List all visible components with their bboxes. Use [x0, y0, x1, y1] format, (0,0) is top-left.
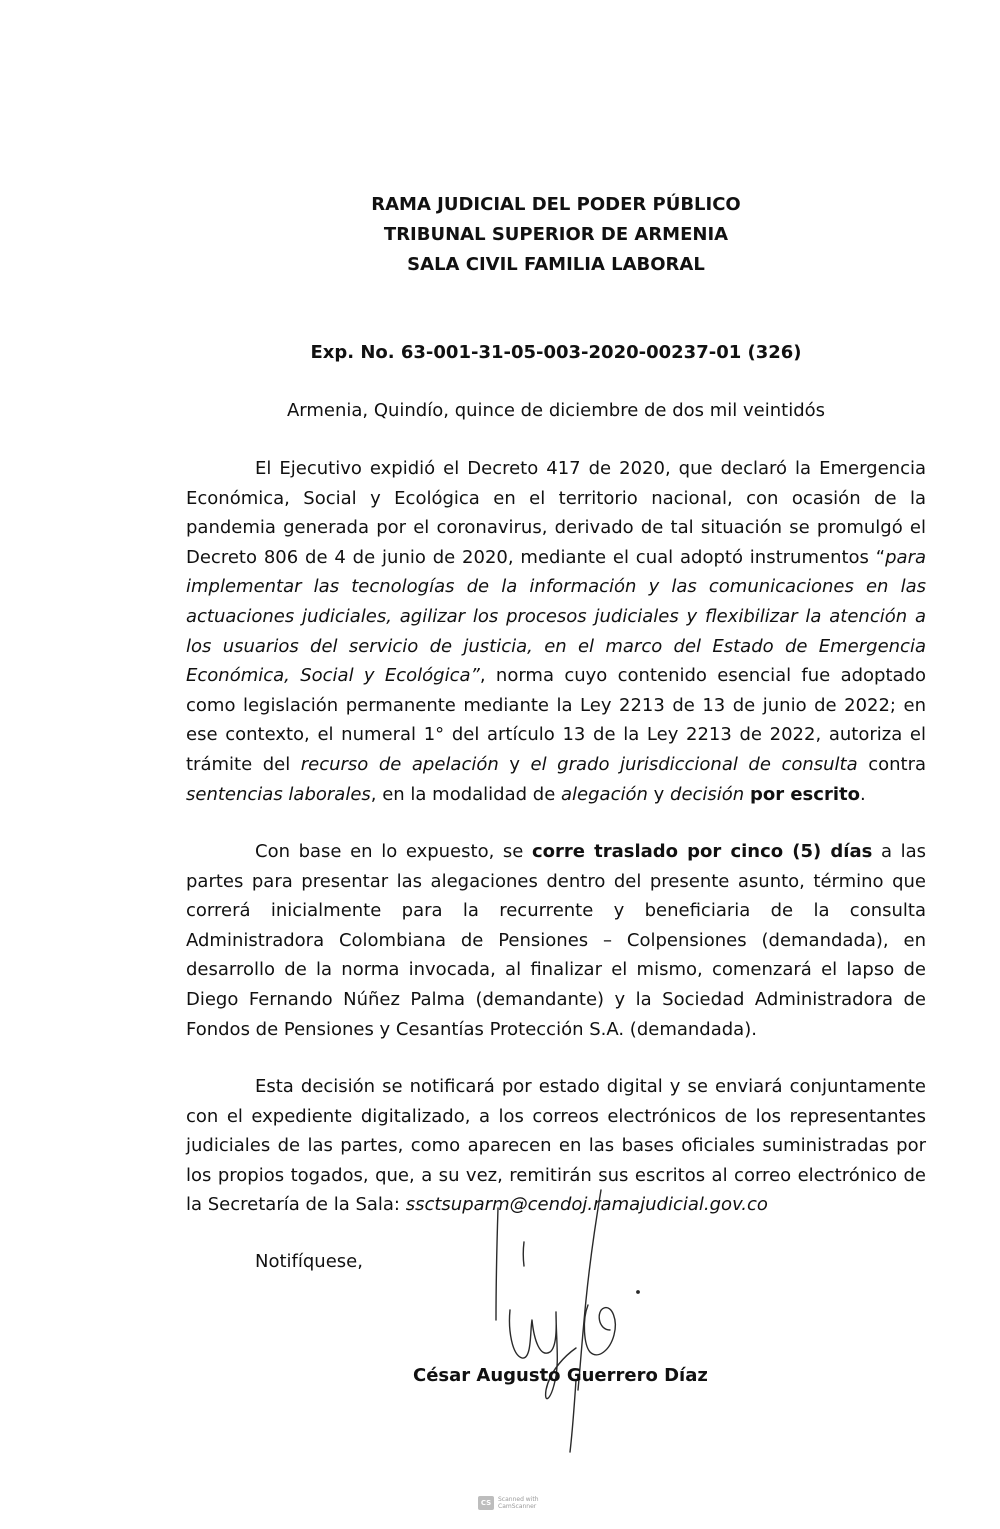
p1-text-6: y [647, 783, 671, 805]
p1-text-5: , en la modalidad de [370, 783, 562, 805]
p1-italic-5: decisión [670, 783, 745, 805]
paragraph-decree [186, 454, 926, 809]
p1-italic-2: el grado jurisdiccional de consulta [530, 753, 858, 775]
camscanner-text [498, 1496, 539, 1510]
signer-name: César Augusto Guerrero Díaz [413, 1365, 708, 1386]
camscanner-logo-icon: CS [478, 1496, 494, 1510]
p1-italic-3: sentencias laborales [186, 783, 371, 805]
p1-text-8: . [859, 783, 866, 805]
p1-quote: para implementar las tecnologías de la información y las comunicaciones en las actuaciones judiciales, agilizar los procesos judiciales y flexibilizar la atención a los usuarios del servicio de justicia, en el marco del Estado de Emergencia Económica, Social y Ecológica” [186, 546, 926, 687]
secretary-email: ssctsuparm@cendoj.ramajudicial.gov.co [405, 1194, 768, 1216]
p1-italic-4: alegación [561, 783, 648, 805]
p1-text-3: y [498, 753, 531, 775]
p1-text-1: El Ejecutivo expidió el Decreto 417 de 2020, que declaró la Emergencia Económica, Social y Ecológica en el territorio nacional, con ocasión de la pandemia generada por el coronavirus, derivado de tal situación se promulgó el Decreto 806 de 4 de junio de 2020, mediante el cual adoptó instrumentos “ [186, 458, 926, 568]
paragraph-transfer [186, 837, 926, 1044]
court-header [0, 190, 1000, 280]
date-line: Armenia, Quindío, quince de diciembre de dos mil veintidós [286, 400, 826, 421]
p3-text-1: Esta decisión se notificará por estado digital y se enviará conjuntamente con el expediente digitalizado, a los correos electrónicos de los representantes judiciales de las partes, como aparecen en las bases oficiales suministradas por los propios togados, que, a su vez, remitirán sus escritos al correo electrónico de la Secretaría de la Sala: [186, 1076, 926, 1216]
p1-text-2: , norma cuyo contenido esencial fue adoptado como legislación permanente mediante la Ley 2213 de 13 de junio de 2022; en ese contexto, el numeral 1° del artículo 13 de la Ley 2213 de 2022, autoriza el trámite del [186, 665, 927, 775]
case-number: Exp. No. 63-001-31-05-003-2020-00237-01 (326) [310, 342, 802, 363]
header-line-3: SALA CIVIL FAMILIA LABORAL [407, 254, 705, 275]
p1-bold-1: por escrito [749, 783, 860, 805]
closing-text: Notifíquese, [255, 1251, 363, 1272]
p2-text-2: a las partes para presentar las alegaciones dentro del presente asunto, término que correrá inicialmente para la recurrente y beneficiaria de la consulta Administradora Colombiana de Pensiones – Colpensiones (demandada), en desarrollo de la norma invocada, al finalizar el mismo, comenzará el lapso de Diego Fernando Núñez Palma (demandante) y la Sociedad Administradora de Fondos de Pensiones y Cesantías Protección S.A. (demandada). [186, 841, 926, 1040]
handwritten-signature [490, 1180, 660, 1460]
header-line-2: TRIBUNAL SUPERIOR DE ARMENIA [383, 224, 729, 245]
camscanner-line-1: Scanned with [498, 1496, 539, 1503]
camscanner-line-2: CamScanner [498, 1503, 537, 1510]
p2-bold-1: corre traslado por cinco (5) días [531, 841, 873, 862]
header-line-1: RAMA JUDICIAL DEL PODER PÚBLICO [371, 194, 741, 215]
p1-text-4: contra [857, 753, 927, 775]
camscanner-watermark [478, 1496, 539, 1510]
p1-italic-1: recurso de apelación [300, 753, 499, 775]
p2-text-1: Con base en lo expuesto, se [255, 841, 532, 862]
